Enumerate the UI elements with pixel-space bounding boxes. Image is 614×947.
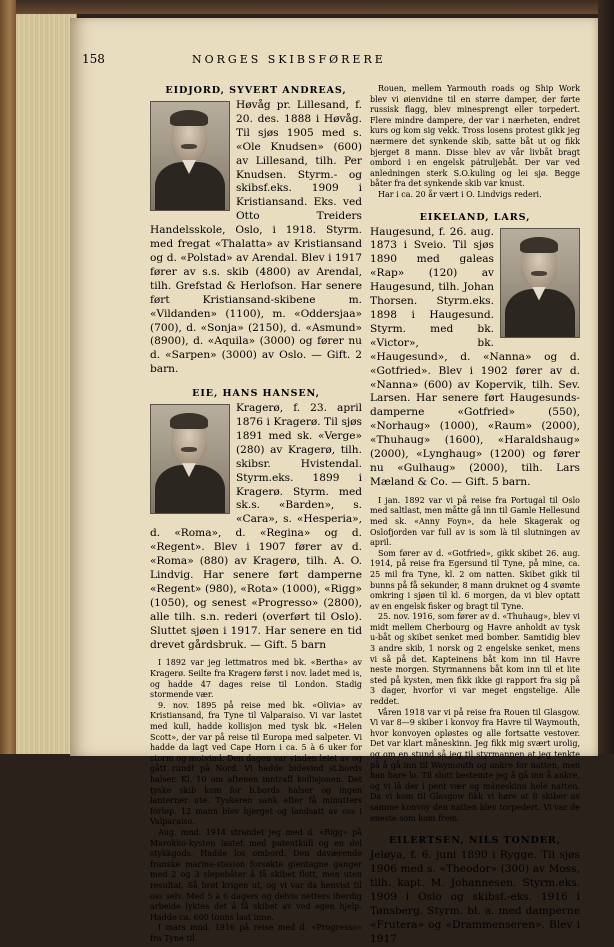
entry-name-eilertsen: EILERTSEN, NILS TONDER, (388, 835, 562, 847)
entry-text-eidjord: Høvåg pr. Lillesand, f. 20. des. 1888 i Høvåg. Til sjøs 1905 med s. «Ole Knudsen» (600) av Lillesand, tilh. Per Knudsen. Styrm.- og skibsf.eks. 1909 i Kristiansand. Eks. ved Otto Treiders Handelsskole, Oslo, i 1918. Styrm. med fregat «Thalatta» av Kristiansand og d. «Polstad» av Arendal. Blev i 1917 fører av s.s. skib (4800) av Arendal, tilh. Grefstad & Herlofson. Har senere ført Kristiansand-skibene m. «Vildanden» (1100), m. «Oddersjaa» (700), d. «Sonja» (2150), d. «Asmund» (8900), d. «Aquila» (3000) og fører nu d. «Sarpen» (3000) av Oslo. — Gift. 2 barn. (150, 99, 362, 376)
entry-name-eie: EIE, HANS HANSEN, (192, 388, 320, 400)
entry-text-eie: Kragerø, f. 23. april 1876 i Kragerø. Til sjøs 1891 med sk. «Verge» (280) av Kragerø, tilh. skibsr. Hvistendal. Styrm.eks. 1899 i Kragerø. Styrm. med sk.s. «Barden», s. «Cara», s. «Hesperia», d. «Roma», d. «Regina» og d. «Regent». Blev i 1907 fører av d. «Roma» (880) av Kragerø, tilh. A. O. Lindvig. Har senere ført damperne «Regent» (980), «Rota» (1000), «Rigg» (1050), og senest «Progresso» (2800), alle tilh. s.n. rederi (overført til Oslo). Sluttet sjøen i 1917. Har senere en tid drevet gårdsbruk. — Gift. 5 barn (150, 402, 362, 651)
anecdote-paragraph: Våren 1918 var vi på reise fra Rouen til Glasgow. Vi var 8—9 skiber i konvoy fra Havre til Waymouth, hvor konvoyen opløstes og alle fortsatte vestover. Det var klart måneskinn. Jeg fikk mig svært urolig, og om en stund så jeg til styrmannen at jeg tenkte på å gå inn til Waymouth og ankre for natten, men han bare lo. Til slutt bestemte jeg å gå inn å ankre, og vi lå der i pent vær og måneskinn hele natten. Da vi kom til Glasgow fikk vi høre at 8 skiber av samme konvoy den natten blev torpedert. Vi var de eneste som kom frem. (370, 707, 580, 823)
book-cover-top-edge (0, 0, 614, 14)
anecdote-paragraph: Aug. mnd. 1914 strandet jeg med d. «Rigg» på Marokko-kysten lastet med patentkull og en del stykkgods. Hadde los ombord. Den daværende franske marine-stasion forsøkte gientagne ganger med 2 og 3 slepebåter å få skibet flott, men uten resultat. Så brøt krigen ut, og vi var da henvist til oss selv. Med 5 à 6 dagers og delvis netters iherdig arbeide lyktes det å få skibet av ved egen hjelp. Hadde ca. 600 tonns last inne. (150, 827, 362, 922)
right-column (370, 84, 580, 947)
anecdote-paragraph: Som fører av d. «Gotfried», gikk skibet 26. aug. 1914, på reise fra Egersund til Tyne, på mine, ca. 25 mil fra Tyne, kl. 2 om natten. Skibet gikk til bunns på få sekunder, 8 mann druknet og 4 svømte omkring i sjøen til kl. 6 morgen, da vi blev optatt av en engelsk fisker og bragt til Tyne. (370, 548, 580, 611)
portrait-photo-eidjord (150, 101, 230, 211)
page-number: 158 (82, 52, 105, 66)
portrait-photo-eikeland (500, 228, 580, 338)
portrait-photo-eie (150, 404, 230, 514)
entry-text-eikeland: Haugesund, f. 26. aug. 1873 i Sveio. Til sjøs 1890 med galeas «Rap» (120) av Haugesund, tilh. Johan Thorsen. Styrm.eks. 1898 i Haugesund. Styrm. med bk. «Victor», bk. «Haugesund», d. «Nanna» og d. «Gotfried». Blev i 1902 fører av d. «Nanna» (600) av Kopervik, tilh. Sev. Larsen. Har senere ført Haugesunds-damperne «Gotfried» (550), «Norhaug» (1000), «Raum» (2000), «Thuhaug» (1600), «Haraldshaug» (2000), «Lynghaug» (1200) og fører nu «Gulhaug» (2000), tilh. Lars Mæland & Co. — Gift. 5 barn. (370, 225, 580, 488)
continued-anecdote: Rouen, mellem Yarmouth roads og Ship Work blev vi øienvidne til en større damper, der førte russisk flagg, blev minesprengt eller torpedert. Flere mindre dampere, der var i nærheten, endret kurs og kom sig vekk. Tross losens protest gikk jeg nærmere det synkende skib, satte båt ut og fikk bjerget 8 mann. Disse blev av vår livbåt bragt ombord i en engelsk pátruljebåt. Der var ved anledningen sterk S.O.kuling og lei sjø. Begge båter fra det synkende skib var knust. (370, 84, 580, 189)
entry-eidjord (150, 99, 362, 377)
anecdote-paragraph: I mars mnd. 1916 på reise med d. «Progresso» fra Tyne til (150, 923, 362, 943)
book-cover-right-edge (598, 0, 614, 768)
entry-eie (150, 402, 362, 652)
entry-text-eilertsen: Jeløya, f. 6. juni 1890 i Rygge. Til sjøs 1906 med s. «Theodor» (300) av Moss, tilh. kapt. M. Johannesen. Styrm.eks. 1909 i Oslo og skibsf.-eks. 1916 i Tønsberg. Styrm. bl. a. med damperne «Frutera» og «Drammenseren». Blev i 1917 (370, 849, 580, 945)
book-title: NORGES SKIBSFØRERE (192, 53, 386, 66)
anecdote-paragraph: 9. nov. 1895 på reise med bk. «Olivia» av Kristiansand, fra Tyne til Valparaiso. Vi var lastet med kull, hadde kollisjon med tysk bk. «Helen Scott», der var på reise til Europa med salpeter. Vi hadde da lagt ved Cape Horn i ca. 5 à 6 uker for storm og motvind. Den dagen var vinden leiet av og gått rundt på Nord. Vi hadde bidevind st.bords halser. Kl. 10 om aftenen inntraff kollisjonen. Det tyske skib kom for b.bords halser og ingen lanterner ute. Tyskeren sank efter få minutters forløp. 12 mann blev bjerget og landsatt av oss i Valparaiso. (150, 700, 362, 827)
continued-anecdote-end: Har i ca. 20 år vært i O. Lindvigs rederi. (378, 189, 542, 199)
anecdote-paragraph: I jan. 1892 var vi på reise fra Portugal til Oslo med saltlast, men måtte gå inn til Gamle Hellesund med sk. «Anny Foyn», da hele Skagerak og Oslofjorden var full av is som là til slutningen av april. (370, 495, 580, 548)
left-column (150, 84, 362, 944)
entry-name-eikeland: EIKELAND, LARS, (419, 211, 531, 223)
entry-eikeland (370, 226, 580, 490)
anecdote-paragraph: 25. nov. 1916, som fører av d. «Thuhaug», blev vi midt mellem Cherbourg og Havre anholdt av tysk u-båt og skibet senket med bomber. Samtidig blev 3 andre skib, 1 norsk og 2 engelske senket, mens vi så på det. Kapteinens båt kom inn til Havre neste morgen. Styrmannens båt kom inn til et lite sted på kysten, men fikk ikke gi rapport fra sig på 3 dager, hvorfor vi var meget engstelige. Alle reddet. (370, 612, 580, 707)
book-spine-edge (0, 0, 16, 768)
running-head (82, 52, 482, 72)
entry-name-eidjord: EIDJORD, SYVERT ANDREAS, (165, 85, 347, 96)
page-stack-edge (16, 14, 77, 754)
anecdote-paragraph: I 1892 var jeg lettmatros med bk. «Bertha» av Kragerø. Seilte fra Kragerø først i nov. ladet med is, og hadde 47 dages reise til London. Stadig stormende vær. (150, 658, 362, 700)
